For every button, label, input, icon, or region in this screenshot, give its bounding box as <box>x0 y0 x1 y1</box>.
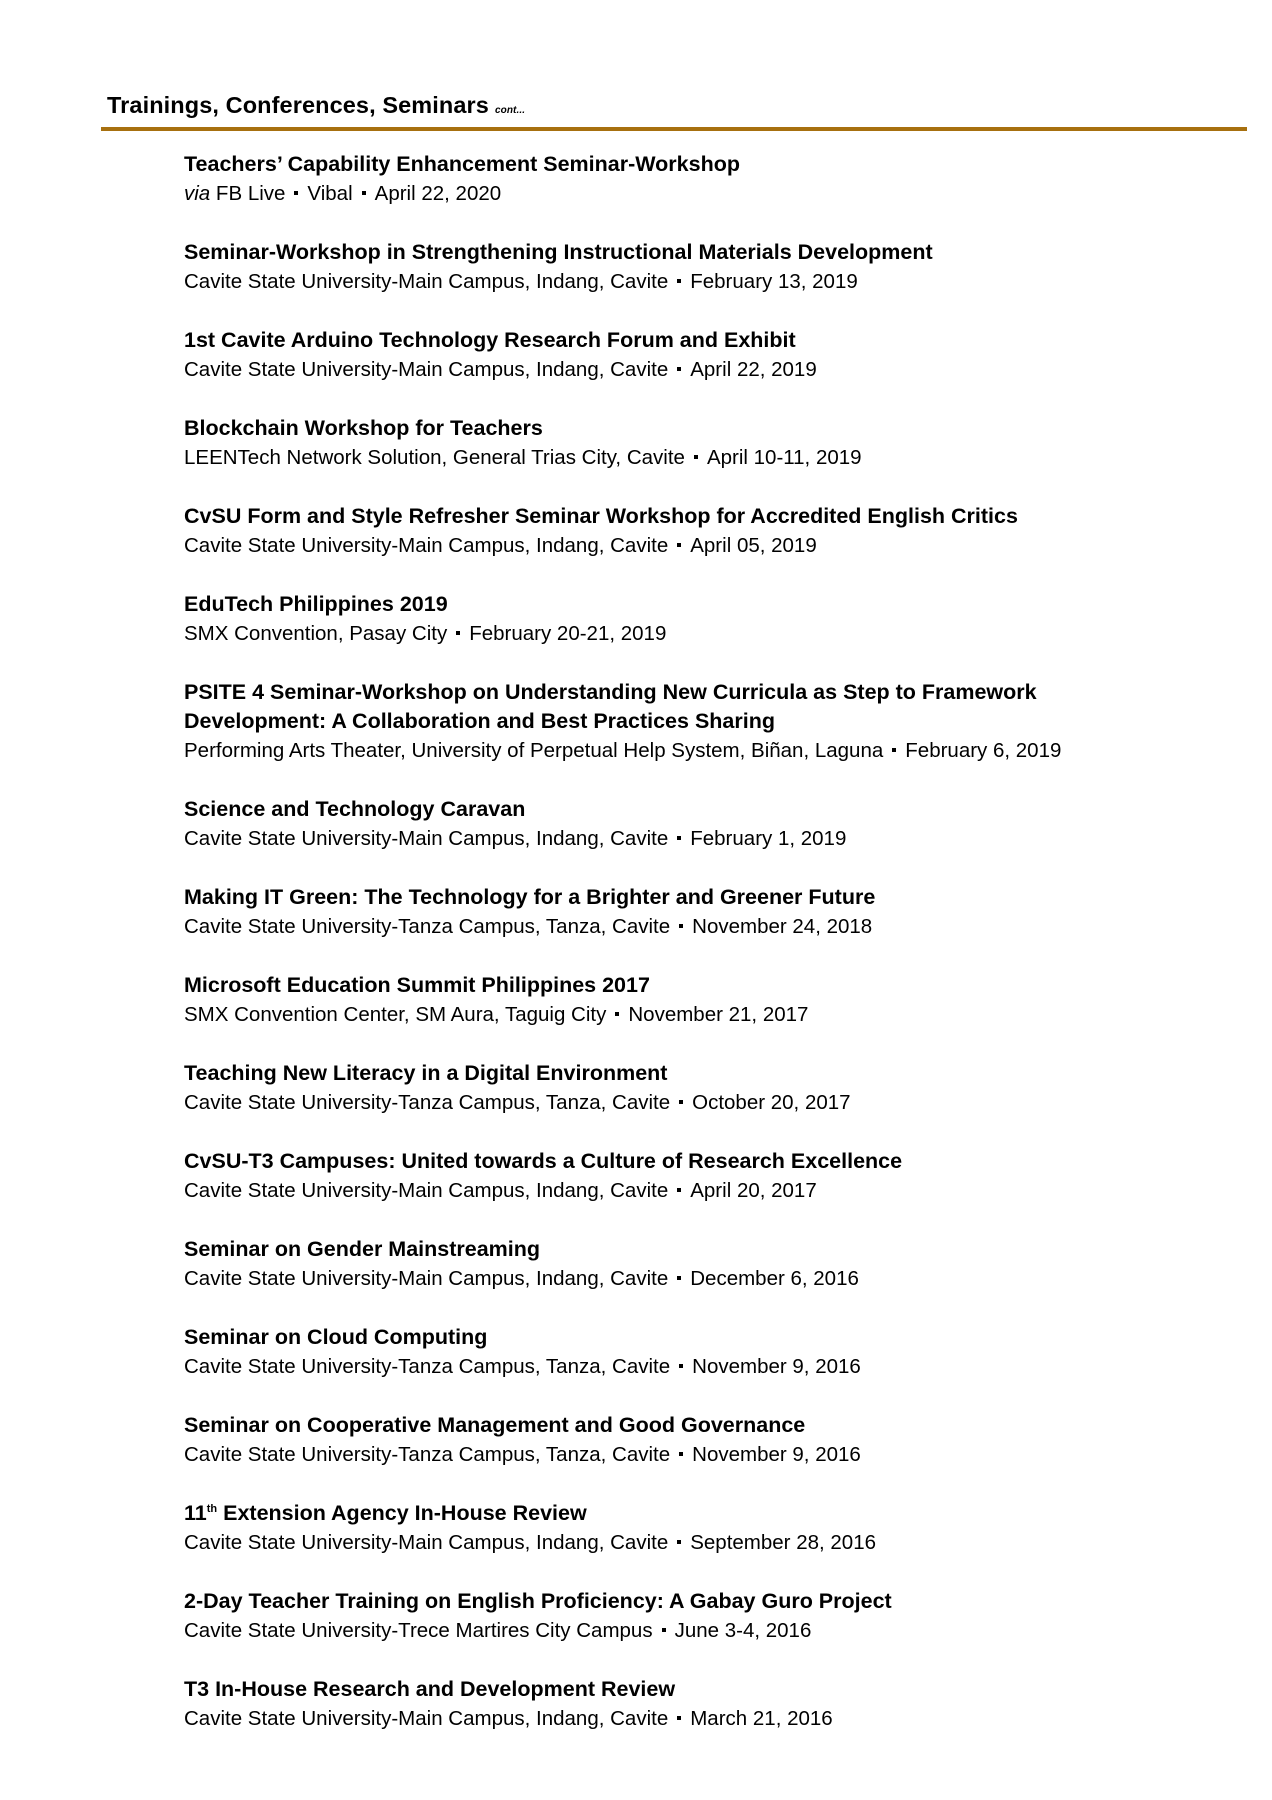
training-entry <box>184 1323 1184 1381</box>
entry-organizer: Vibal <box>307 182 353 205</box>
entry-date: April 10-11, 2019 <box>706 446 862 469</box>
entry-venue: Cavite State University-Tanza Campus, Tanza, Cavite <box>184 1443 671 1466</box>
separator-dot-icon <box>679 924 683 928</box>
entry-date: November 9, 2016 <box>692 1355 861 1378</box>
training-entry <box>184 1587 1184 1645</box>
entry-date: February 6, 2019 <box>905 739 1062 762</box>
separator-dot-icon <box>679 1452 683 1456</box>
entry-date: April 20, 2017 <box>690 1179 817 1202</box>
entry-date: February 13, 2019 <box>690 270 858 293</box>
entry-detail <box>184 824 1184 853</box>
entry-date: December 6, 2016 <box>690 1267 859 1290</box>
entry-detail <box>184 443 1184 472</box>
separator-dot-icon <box>677 1188 681 1192</box>
entry-detail <box>184 355 1184 384</box>
entry-title-ordinal: 11 <box>184 1501 207 1525</box>
entry-title: Seminar on Cooperative Management and Good Governance <box>184 1413 806 1437</box>
entry-title: 2-Day Teacher Training on English Proficiency: A Gabay Guro Project <box>184 1589 892 1613</box>
training-entry <box>184 414 1184 472</box>
entry-title: EduTech Philippines 2019 <box>184 592 448 616</box>
separator-dot-icon <box>677 836 681 840</box>
entry-date: February 20-21, 2019 <box>469 622 667 645</box>
entry-date: April 22, 2019 <box>690 358 817 381</box>
entry-venue: Performing Arts Theater, University of Perpetual Help System, Biñan, Laguna <box>184 739 884 762</box>
entry-detail <box>184 1352 1184 1381</box>
continued-label: cont... <box>494 105 526 116</box>
entry-venue: FB Live <box>215 182 286 205</box>
training-entry <box>184 1147 1184 1205</box>
entry-title: Science and Technology Caravan <box>184 797 526 821</box>
separator-dot-icon <box>677 1276 681 1280</box>
entry-title <box>184 1499 1184 1528</box>
entry-date: September 28, 2016 <box>690 1531 877 1554</box>
entry-venue: LEENTech Network Solution, General Trias City, Cavite <box>184 446 685 469</box>
entry-detail <box>184 179 1184 208</box>
training-entry <box>184 795 1184 853</box>
entry-title: 1st Cavite Arduino Technology Research Forum and Exhibit <box>184 328 796 352</box>
entry-venue: SMX Convention, Pasay City <box>184 622 448 645</box>
entry-title: Seminar-Workshop in Strengthening Instructional Materials Development <box>184 240 933 264</box>
separator-dot-icon <box>615 1012 619 1016</box>
separator-dot-icon <box>892 748 896 752</box>
entry-detail <box>184 736 1184 765</box>
entry-venue: Cavite State University-Tanza Campus, Tanza, Cavite <box>184 1355 671 1378</box>
entry-venue: Cavite State University-Tanza Campus, Tanza, Cavite <box>184 915 671 938</box>
separator-dot-icon <box>294 191 298 195</box>
entry-detail <box>184 619 1184 648</box>
entry-via: via <box>184 182 211 205</box>
separator-dot-icon <box>694 455 698 459</box>
entry-date: February 1, 2019 <box>690 827 847 850</box>
separator-dot-icon <box>677 367 681 371</box>
entry-detail <box>184 1704 1184 1733</box>
separator-dot-icon <box>679 1100 683 1104</box>
entry-title: Making IT Green: The Technology for a Brighter and Greener Future <box>184 885 876 909</box>
entry-date: November 9, 2016 <box>692 1443 861 1466</box>
training-entry <box>184 150 1184 208</box>
training-entry <box>184 502 1184 560</box>
entry-detail <box>184 531 1184 560</box>
training-entry <box>184 590 1184 648</box>
entry-title: Seminar on Cloud Computing <box>184 1325 488 1349</box>
entry-date: April 22, 2020 <box>374 182 502 205</box>
entry-title-line2: Development: A Collaboration and Best Practices Sharing <box>184 709 775 733</box>
separator-dot-icon <box>679 1364 683 1368</box>
entry-detail <box>184 267 1184 296</box>
entry-venue: Cavite State University-Tanza Campus, Tanza, Cavite <box>184 1091 671 1114</box>
training-entry <box>184 678 1184 765</box>
entry-title-ordinal-suffix: th <box>206 1502 218 1515</box>
entry-date: November 24, 2018 <box>692 915 873 938</box>
entry-venue: Cavite State University-Main Campus, Indang, Cavite <box>184 1179 669 1202</box>
entry-title: CvSU Form and Style Refresher Seminar Workshop for Accredited English Critics <box>184 504 1018 528</box>
entry-date: April 05, 2019 <box>690 534 817 557</box>
entry-detail <box>184 1440 1184 1469</box>
entry-date: October 20, 2017 <box>692 1091 851 1114</box>
entry-detail <box>184 912 1184 941</box>
entry-venue: Cavite State University-Main Campus, Indang, Cavite <box>184 358 669 381</box>
entry-title: Microsoft Education Summit Philippines 2017 <box>184 973 650 997</box>
training-entry <box>184 1499 1184 1557</box>
entry-title: Seminar on Gender Mainstreaming <box>184 1237 541 1261</box>
separator-dot-icon <box>677 1716 681 1720</box>
separator-dot-icon <box>677 279 681 283</box>
entry-venue: Cavite State University-Main Campus, Indang, Cavite <box>184 270 669 293</box>
separator-dot-icon <box>677 1540 681 1544</box>
training-entry <box>184 1235 1184 1293</box>
entry-venue: Cavite State University-Main Campus, Indang, Cavite <box>184 1707 669 1730</box>
separator-dot-icon <box>662 1628 666 1632</box>
training-list <box>184 150 1184 1763</box>
entry-title: T3 In-House Research and Development Review <box>184 1677 676 1701</box>
training-entry <box>184 238 1184 296</box>
entry-title: Teaching New Literacy in a Digital Environment <box>184 1061 668 1085</box>
entry-venue: Cavite State University-Main Campus, Indang, Cavite <box>184 827 669 850</box>
training-entry <box>184 326 1184 384</box>
entry-detail <box>184 1264 1184 1293</box>
entry-detail <box>184 1088 1184 1117</box>
section-divider <box>101 127 1247 131</box>
entry-title: CvSU-T3 Campuses: United towards a Culture of Research Excellence <box>184 1149 903 1173</box>
section-header <box>107 92 525 119</box>
entry-title: Blockchain Workshop for Teachers <box>184 416 543 440</box>
training-entry <box>184 971 1184 1029</box>
training-entry <box>184 1059 1184 1117</box>
separator-dot-icon <box>677 543 681 547</box>
entry-detail <box>184 1616 1184 1645</box>
separator-dot-icon <box>362 191 366 195</box>
entry-detail <box>184 1000 1184 1029</box>
entry-detail <box>184 1176 1184 1205</box>
entry-date: November 21, 2017 <box>628 1003 809 1026</box>
entry-venue: SMX Convention Center, SM Aura, Taguig City <box>184 1003 607 1026</box>
section-title: Trainings, Conferences, Seminars <box>107 92 489 118</box>
entry-date: June 3-4, 2016 <box>674 1619 812 1642</box>
entry-title: PSITE 4 Seminar-Workshop on Understanding New Curricula as Step to Framework <box>184 680 1037 704</box>
entry-venue: Cavite State University-Trece Martires City Campus <box>184 1619 653 1642</box>
entry-venue: Cavite State University-Main Campus, Indang, Cavite <box>184 1267 669 1290</box>
entry-venue: Cavite State University-Main Campus, Indang, Cavite <box>184 1531 669 1554</box>
entry-venue: Cavite State University-Main Campus, Indang, Cavite <box>184 534 669 557</box>
separator-dot-icon <box>456 631 460 635</box>
entry-date: March 21, 2016 <box>690 1707 833 1730</box>
entry-title: Teachers’ Capability Enhancement Seminar-Workshop <box>184 152 740 176</box>
training-entry <box>184 1411 1184 1469</box>
training-entry <box>184 883 1184 941</box>
entry-detail <box>184 1528 1184 1557</box>
entry-title-text: Extension Agency In-House Review <box>223 1501 587 1525</box>
training-entry <box>184 1675 1184 1733</box>
